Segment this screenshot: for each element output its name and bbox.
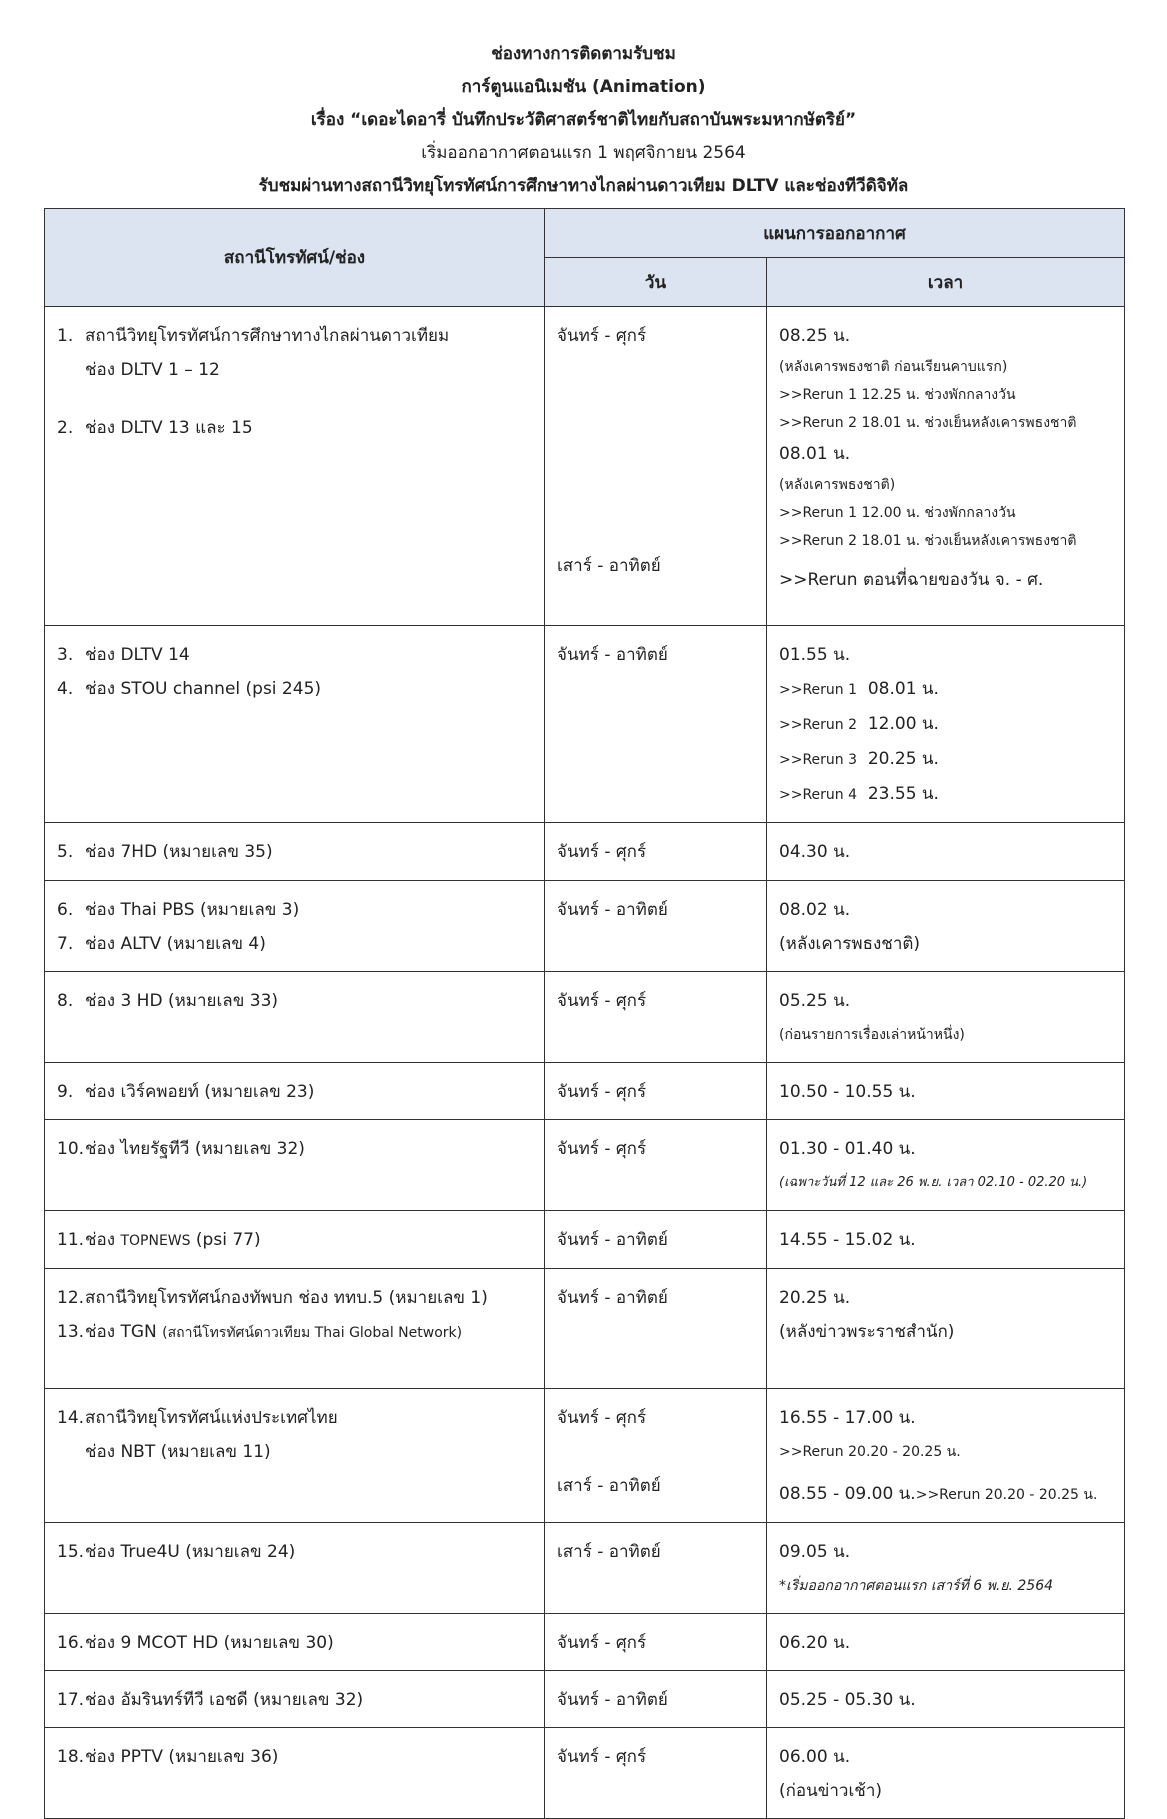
day-cell	[545, 1063, 767, 1120]
time-note: (ก่อนรายการเรื่องเล่าหน้าหนึ่ง)	[779, 1027, 965, 1043]
station-name: ช่อง	[85, 1230, 121, 1250]
item-number: 12.	[57, 1288, 85, 1308]
table-row	[45, 1728, 1125, 1819]
station-name: ช่อง อัมรินทร์ทีวี เอชดี (หมายเลข 32)	[85, 1690, 364, 1710]
rerun-text: >>Rerun 20.20 - 20.25 น.	[779, 1444, 961, 1460]
time-cell	[767, 881, 1125, 972]
time-note: (หลังเคารพธงชาติ)	[779, 477, 896, 493]
day-cell	[545, 626, 767, 823]
station-cell	[45, 1389, 545, 1523]
station-cell	[45, 881, 545, 972]
day-cell	[545, 307, 767, 626]
item-number: 13.	[57, 1322, 85, 1342]
header-line-3: เรื่อง “เดอะไดอารี่ บันทึกประวัติศาสตร์ชาติไทยกับสถาบันพระมหากษัตริย์”	[310, 110, 857, 130]
station-cell	[45, 1063, 545, 1120]
time-text: 04.30 น.	[779, 842, 851, 862]
station-cell	[45, 1614, 545, 1671]
day-cell	[545, 1523, 767, 1614]
station-cell	[45, 1269, 545, 1389]
rerun-label: >>Rerun 2	[779, 717, 858, 733]
station-cell	[45, 1523, 545, 1614]
day-cell	[545, 823, 767, 881]
header-line-2: การ์ตูนแอนิเมชัน (Animation)	[461, 77, 706, 97]
table-row	[45, 881, 1125, 972]
time-cell	[767, 307, 1125, 626]
time-text: 08.55 - 09.00 น.	[779, 1484, 916, 1504]
header-line-1: ช่องทางการติดตามรับชม	[491, 44, 676, 64]
time-text: 14.55 - 15.02 น.	[779, 1230, 916, 1250]
station-cell	[45, 307, 545, 626]
time-note: (หลังเคารพธงชาติ)	[779, 934, 921, 954]
day-text: จันทร์ - ศุกร์	[557, 326, 647, 346]
station-name: ช่อง NBT (หมายเลข 11)	[85, 1442, 271, 1462]
item-number: 6.	[57, 900, 74, 920]
station-name: TOPNEWS	[120, 1233, 191, 1249]
day-cell	[545, 881, 767, 972]
station-cell	[45, 972, 545, 1063]
station-name: ช่อง ไทยรัฐทีวี (หมายเลข 32)	[85, 1139, 305, 1159]
station-name: ช่อง เวิร์คพอยท์ (หมายเลข 23)	[85, 1082, 315, 1102]
table-row	[45, 1211, 1125, 1269]
station-name: ช่อง TGN	[85, 1322, 163, 1342]
rerun-text: >>Rerun 2 18.01 น. ช่วงเย็นหลังเคารพธงชาติ	[779, 533, 1077, 549]
time-cell	[767, 1728, 1125, 1819]
day-text: จันทร์ - อาทิตย์	[557, 900, 668, 920]
rerun-line	[779, 707, 1114, 742]
station-cell	[45, 1728, 545, 1819]
rerun-time: 23.55 น.	[867, 784, 939, 804]
day-text: เสาร์ - อาทิตย์	[557, 1542, 661, 1562]
station-cell	[45, 1120, 545, 1211]
rerun-time: 12.00 น.	[867, 714, 939, 734]
item-number: 15.	[57, 1542, 85, 1562]
time-text: 08.01 น.	[779, 444, 851, 464]
time-text: 16.55 - 17.00 น.	[779, 1408, 916, 1428]
station-name: ช่อง DLTV 14	[85, 645, 190, 665]
day-text: จันทร์ - ศุกร์	[557, 1747, 647, 1767]
time-cell	[767, 626, 1125, 823]
day-text: จันทร์ - ศุกร์	[557, 1408, 647, 1428]
time-text: 20.25 น.	[779, 1288, 851, 1308]
station-cell	[45, 626, 545, 823]
station-name: ช่อง ALTV (หมายเลข 4)	[85, 934, 266, 954]
time-cell	[767, 1614, 1125, 1671]
time-cell	[767, 1211, 1125, 1269]
rerun-line	[779, 742, 1114, 777]
item-number: 3.	[57, 645, 74, 665]
item-number: 8.	[57, 991, 74, 1011]
day-text: จันทร์ - ศุกร์	[557, 842, 647, 862]
time-cell	[767, 1269, 1125, 1389]
station-cell	[45, 823, 545, 881]
time-text: 06.00 น.	[779, 1747, 851, 1767]
day-cell	[545, 1211, 767, 1269]
station-name: สถานีวิทยุโทรทัศน์การศึกษาทางไกลผ่านดาวเทียม	[85, 326, 450, 346]
day-text: จันทร์ - ศุกร์	[557, 991, 647, 1011]
item-number: 18.	[57, 1747, 85, 1767]
time-cell	[767, 1063, 1125, 1120]
day-text: จันทร์ - อาทิตย์	[557, 645, 668, 665]
table-row	[45, 1389, 1125, 1523]
day-text: เสาร์ - อาทิตย์	[557, 1476, 661, 1496]
rerun-text: >>Rerun 2 18.01 น. ช่วงเย็นหลังเคารพธงชาติ	[779, 415, 1077, 431]
document-header	[0, 0, 1167, 203]
day-text: จันทร์ - อาทิตย์	[557, 1690, 668, 1710]
station-name: (psi 77)	[190, 1230, 261, 1250]
rerun-label: >>Rerun 4	[779, 787, 858, 803]
station-name: ช่อง 9 MCOT HD (หมายเลข 30)	[85, 1633, 334, 1653]
col-header-plan: แผนการออกอากาศ	[545, 209, 1125, 258]
table-row	[45, 626, 1125, 823]
schedule-table	[44, 208, 1125, 1819]
day-cell	[545, 1671, 767, 1728]
time-note: (ก่อนข่าวเช้า)	[779, 1781, 882, 1801]
time-line	[779, 1477, 1114, 1512]
table-row	[45, 1269, 1125, 1389]
day-text: จันทร์ - ศุกร์	[557, 1082, 647, 1102]
col-header-station: สถานีโทรทัศน์/ช่อง	[45, 209, 545, 307]
time-note: (หลังข่าวพระราชสำนัก)	[779, 1322, 955, 1342]
rerun-text: >>Rerun 1 12.25 น. ช่วงพักกลางวัน	[779, 387, 1016, 403]
time-note: (หลังเคารพธงชาติ ก่อนเรียนคาบแรก)	[779, 359, 1008, 375]
table-row	[45, 1671, 1125, 1728]
rerun-time: 20.25 น.	[867, 749, 939, 769]
time-text: 10.50 - 10.55 น.	[779, 1082, 916, 1102]
day-cell	[545, 1728, 767, 1819]
table-row	[45, 1523, 1125, 1614]
day-text: จันทร์ - ศุกร์	[557, 1633, 647, 1653]
item-number: 11.	[57, 1230, 85, 1250]
station-name: ช่อง 3 HD (หมายเลข 33)	[85, 991, 279, 1011]
time-cell	[767, 972, 1125, 1063]
time-text: 08.25 น.	[779, 326, 851, 346]
day-cell	[545, 1120, 767, 1211]
table-row	[45, 1063, 1125, 1120]
table-row	[45, 972, 1125, 1063]
rerun-label: >>Rerun 1	[779, 682, 858, 698]
station-name: ช่อง True4U (หมายเลข 24)	[85, 1542, 296, 1562]
time-note: (เฉพาะวันที่ 12 และ 26 พ.ย. เวลา 02.10 - 02.20 น.)	[779, 1175, 1088, 1190]
station-name: สถานีวิทยุโทรทัศน์แห่งประเทศไทย	[85, 1408, 338, 1428]
rerun-line	[779, 672, 1114, 707]
time-cell	[767, 823, 1125, 881]
station-name: (สถานีโทรทัศน์ดาวเทียม Thai Global Network)	[162, 1325, 463, 1341]
item-number: 7.	[57, 934, 74, 954]
table-row	[45, 1614, 1125, 1671]
station-name: สถานีวิทยุโทรทัศน์กองทัพบก ช่อง ททบ.5 (หมายเลข 1)	[85, 1288, 488, 1308]
station-name: ช่อง DLTV 13 และ 15	[85, 418, 253, 438]
day-text: เสาร์ - อาทิตย์	[557, 556, 661, 576]
rerun-text: >>Rerun 1 12.00 น. ช่วงพักกลางวัน	[779, 505, 1016, 521]
table-row	[45, 823, 1125, 881]
col-header-time: เวลา	[767, 258, 1125, 307]
col-header-day: วัน	[545, 258, 767, 307]
table-row	[45, 307, 1125, 626]
time-text: 09.05 น.	[779, 1542, 851, 1562]
time-note: *เริ่มออกอากาศตอนแรก เสาร์ที่ 6 พ.ย. 2564	[779, 1578, 1054, 1594]
item-number: 17.	[57, 1690, 85, 1710]
rerun-time: 08.01 น.	[867, 679, 939, 699]
time-text: 01.30 - 01.40 น.	[779, 1139, 916, 1159]
rerun-text: >>Rerun ตอนที่ฉายของวัน จ. - ศ.	[779, 570, 1044, 590]
day-text: จันทร์ - อาทิตย์	[557, 1288, 668, 1308]
day-cell	[545, 1389, 767, 1523]
station-name: ช่อง PPTV (หมายเลข 36)	[85, 1747, 279, 1767]
table-row	[45, 1120, 1125, 1211]
day-cell	[545, 1614, 767, 1671]
rerun-text: >>Rerun 20.20 - 20.25 น.	[915, 1487, 1098, 1503]
day-text: จันทร์ - อาทิตย์	[557, 1230, 668, 1250]
time-text: 05.25 น.	[779, 991, 851, 1011]
item-number: 2.	[57, 418, 74, 438]
day-text: จันทร์ - ศุกร์	[557, 1139, 647, 1159]
rerun-line	[779, 777, 1114, 812]
item-number: 4.	[57, 679, 74, 699]
time-cell	[767, 1523, 1125, 1614]
time-cell	[767, 1671, 1125, 1728]
item-number: 5.	[57, 842, 74, 862]
station-name: ช่อง Thai PBS (หมายเลข 3)	[85, 900, 300, 920]
station-name: ช่อง 7HD (หมายเลข 35)	[85, 842, 273, 862]
time-text: 08.02 น.	[779, 900, 851, 920]
time-text: 06.20 น.	[779, 1633, 851, 1653]
rerun-label: >>Rerun 3	[779, 752, 858, 768]
item-number: 9.	[57, 1082, 74, 1102]
time-cell	[767, 1389, 1125, 1523]
time-text: 05.25 - 05.30 น.	[779, 1690, 916, 1710]
item-number: 1.	[57, 326, 74, 346]
time-text: 01.55 น.	[779, 645, 851, 665]
header-line-4: เริ่มออกอากาศตอนแรก 1 พฤศจิกายน 2564	[421, 143, 746, 163]
time-cell	[767, 1120, 1125, 1211]
header-line-5: รับชมผ่านทางสถานีวิทยุโทรทัศน์การศึกษาทางไกลผ่านดาวเทียม DLTV และช่องทีวีดิจิทัล	[258, 176, 909, 196]
station-name: ช่อง STOU channel (psi 245)	[85, 679, 322, 699]
item-number: 16.	[57, 1633, 85, 1653]
item-number: 14.	[57, 1408, 85, 1428]
day-cell	[545, 972, 767, 1063]
day-cell	[545, 1269, 767, 1389]
station-name: ช่อง DLTV 1 – 12	[85, 360, 220, 380]
item-number: 10.	[57, 1139, 85, 1159]
station-cell	[45, 1211, 545, 1269]
station-cell	[45, 1671, 545, 1728]
